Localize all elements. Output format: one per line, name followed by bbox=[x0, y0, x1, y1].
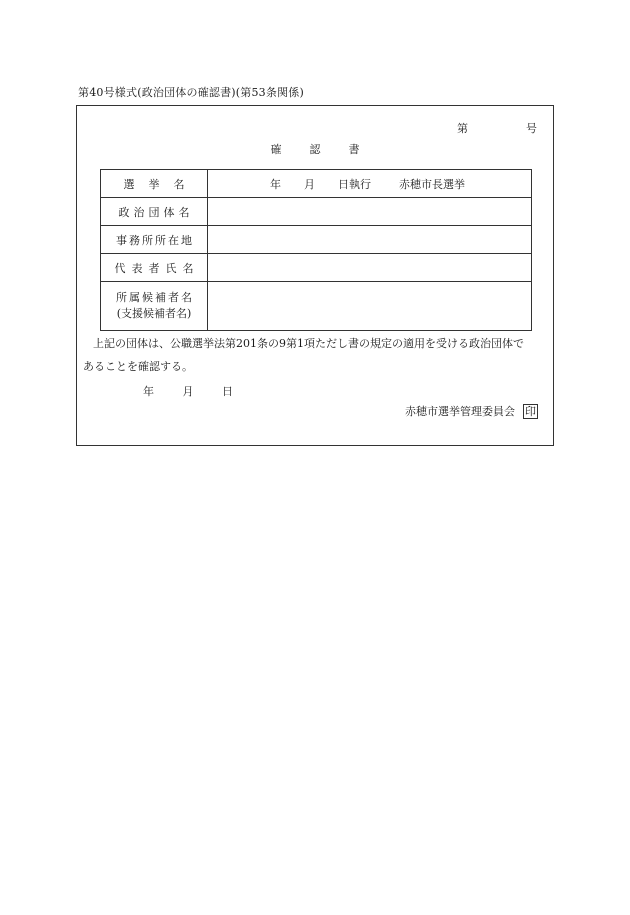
table-row bbox=[101, 254, 532, 282]
table-row bbox=[101, 282, 532, 331]
election-day: 日執行 bbox=[338, 177, 371, 191]
confirmation-text bbox=[83, 332, 553, 378]
candidate-field[interactable] bbox=[208, 282, 532, 331]
row-label-candidate: 所属候補者名 (支援候補者名) bbox=[101, 282, 208, 331]
document-number-line bbox=[457, 120, 537, 136]
issue-month: 月 bbox=[182, 385, 194, 398]
certificate-frame bbox=[76, 105, 554, 446]
election-name: 赤穂市長選挙 bbox=[399, 177, 465, 191]
representative-field[interactable] bbox=[208, 254, 532, 282]
election-year: 年 bbox=[270, 177, 281, 191]
office-address-field[interactable] bbox=[208, 226, 532, 254]
election-value-cell bbox=[208, 170, 532, 198]
confirmation-text-line2: あることを確認する。 bbox=[83, 360, 193, 373]
table-row bbox=[101, 198, 532, 226]
seal-mark: 印 bbox=[525, 404, 536, 418]
row-label-representative: 代表者氏名 bbox=[101, 254, 208, 282]
number-suffix: 号 bbox=[526, 122, 537, 135]
info-table bbox=[100, 169, 532, 331]
table-row bbox=[101, 170, 532, 198]
row-label-election: 選挙名 bbox=[101, 170, 208, 198]
issue-day: 日 bbox=[222, 385, 233, 398]
table-row bbox=[101, 226, 532, 254]
group-name-field[interactable] bbox=[208, 198, 532, 226]
form-number-label: 第40号様式(政治団体の確認書)(第53条関係) bbox=[78, 86, 304, 99]
row-label-office-address: 事務所所在地 bbox=[101, 226, 208, 254]
confirmation-text-line1: 上記の団体は、公職選挙法第201条の9第1項ただし書の規定の適用を受ける政治団体で bbox=[93, 337, 524, 350]
committee-name: 赤穂市選挙管理委員会 bbox=[405, 405, 515, 418]
issue-date-line bbox=[143, 383, 233, 399]
number-prefix: 第 bbox=[457, 122, 468, 135]
issue-year: 年 bbox=[143, 385, 154, 398]
committee-signature bbox=[405, 403, 538, 419]
document-title: 確認書 bbox=[270, 143, 388, 156]
election-month: 月 bbox=[304, 177, 315, 191]
row-label-group-name: 政治団体名 bbox=[101, 198, 208, 226]
